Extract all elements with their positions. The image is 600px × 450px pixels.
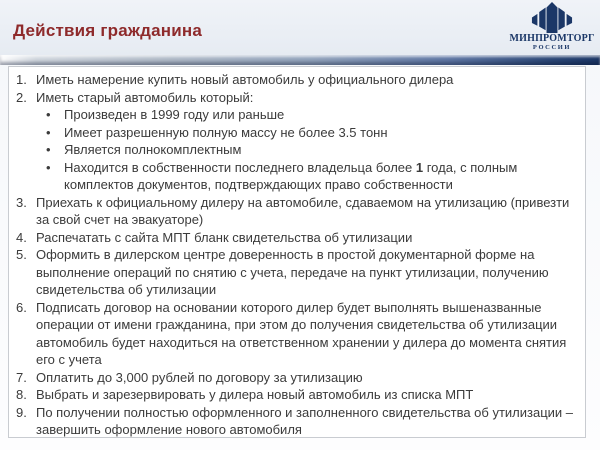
list-item-3 [16, 194, 577, 229]
list-item-4 [16, 229, 577, 247]
list-number: 4. [16, 229, 27, 245]
bullet-icon: • [46, 159, 51, 175]
list-item-text: Распечатать с сайта МПТ бланк свидетельства об утилизации [36, 229, 413, 245]
page-title: Действия гражданина [13, 21, 203, 40]
sub-bullet-text-part: Находится в собственности последнего владельца более [64, 159, 416, 175]
list-item-text: Иметь намерение купить новый автомобиль у официального дилера [36, 72, 454, 87]
bullet-icon: • [46, 107, 51, 122]
logo-org-text: МИНПРОМТОРГ [509, 33, 595, 44]
list-number: 1. [16, 72, 27, 87]
list-number: 2. [16, 89, 27, 105]
sub-bullet-3 [16, 141, 577, 159]
list-item-text: Подписать договор на основании которого дилер будет выполнять вышеназванные операции от имени гражданина, при этом до получения свидетельства об утилизации автомобиль будет находиться на ответственном хранении у дилера до момента снятия его с учета [36, 299, 567, 367]
list-number: 3. [16, 194, 27, 210]
list-item-1 [16, 71, 577, 89]
list-item-2 [16, 89, 577, 107]
divider-bar [0, 55, 600, 65]
sub-bullet-text-bold: 1 [415, 159, 424, 175]
list-item-5 [16, 246, 577, 299]
list-number: 8. [16, 387, 27, 402]
sub-bullet-text-part: года, с полным комплектов документов, подтверждающих право собственности [64, 159, 518, 192]
list-item-8 [16, 386, 577, 404]
list-number: 6. [16, 299, 27, 315]
list-item-text: Оформить в дилерском центре доверенность в простой документарной форме на выполнение операций по снятию с учета, передаче на пункт утилизации, получению свидетельства об утилизации [36, 247, 549, 297]
sub-bullet-text: Произведен в 1999 году или раньше [64, 107, 285, 122]
slide-header [0, 0, 600, 55]
list-item-text: Иметь старый автомобиль который: [36, 89, 254, 105]
list-item-text: Приехать к официальному дилеру на автомобиле, сдаваемом на утилизацию (привезти за свой счет на эвакуаторе) [36, 194, 570, 227]
sub-bullet-1 [16, 106, 577, 124]
sub-bullet-text: Имеет разрешенную полную массу не более 3.5 тонн [64, 124, 388, 140]
list-number: 5. [16, 247, 27, 262]
sub-bullet-text [64, 159, 577, 194]
minpromtorg-emblem-icon [528, 2, 576, 33]
sub-bullet-2 [16, 124, 577, 142]
list-item-text: Выбрать и зарезервировать у дилера новый автомобиль из списка МПТ [36, 387, 474, 402]
list-item-7 [16, 369, 577, 387]
content-box [8, 66, 586, 438]
list-item-text: Оплатить до 3,000 рублей по договору за утилизацию [36, 369, 363, 385]
logo-country-text: РОССИИ [532, 44, 572, 51]
sub-bullet-4 [16, 159, 577, 194]
list-item-text: По получении полностью оформленного и заполненного свидетельства об утилизации – завершить оформление нового автомобиля [36, 404, 574, 437]
list-item-6 [16, 299, 577, 369]
sub-bullet-text: Является полнокомплектным [64, 142, 242, 157]
bullet-icon: • [46, 142, 51, 157]
bullet-icon: • [46, 124, 51, 140]
list-number: 7. [16, 369, 27, 385]
minpromtorg-logo [506, 2, 598, 52]
list-number: 9. [16, 404, 27, 420]
list-item-9 [16, 404, 577, 439]
